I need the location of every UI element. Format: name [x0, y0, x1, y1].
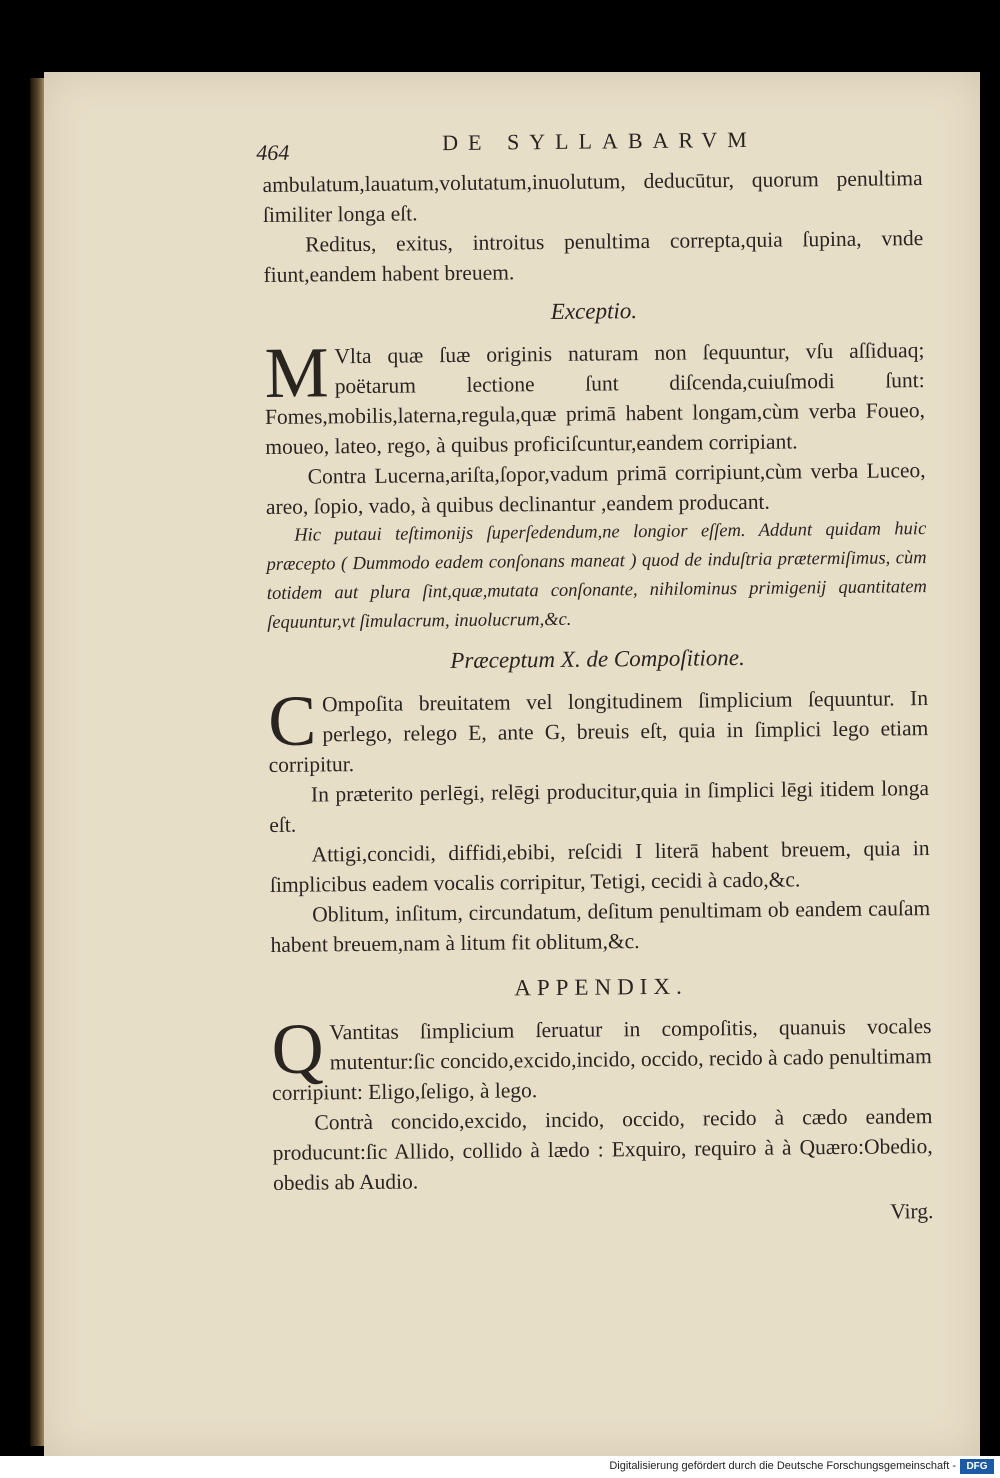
section-heading-exceptio: Exceptio.	[550, 298, 638, 324]
italic-note: Hic putaui teſtimonijs ſuperſedendum,ne longior eſſem. Addunt quidam huic præcepto ( Dummodo eadem conſonans maneat ) quod de induſtria prætermiſimus, cùm totidem aut plura ſint,quæ,mutata conſonante, nihilominus primigenij quantitatem ſequuntur,vt ſimulacrum, inuolucrum,&c.	[266, 519, 927, 633]
page-content	[256, 121, 934, 1231]
paragraph-text: Vantitas ſimplicium ſeruatur in compoſitis, quanuis vocales mutentur:ſic concido,excido,incido, occido, recido à cado penultimam corripiunt: Eligo,ſeligo, à lego.	[271, 1014, 932, 1105]
paragraph: Attigi,concidi, diffidi,ebibi, reſcidi I literā habent breuem, quia in ſimplicibus eadem vocalis corripitur, Tetigi, cecidi à cado,&c.	[269, 836, 930, 897]
page-number: 464	[256, 139, 290, 166]
section-heading-praeceptum: Præceptum X. de Compoſitione.	[450, 644, 745, 674]
dfg-logo[interactable]: DFG	[960, 1459, 994, 1474]
paragraph-with-dropcap	[271, 1008, 932, 1108]
section-heading-appendix: APPENDIX.	[514, 973, 688, 1001]
paragraph-text: Ompoſita breuitatem vel longitudinem ſimplicium ſequuntur. In perlego, relego E, ante G, breuis eſt, quia in ſimplici lego etiam corripitur.	[268, 686, 929, 777]
catchword: Virg.	[890, 1199, 934, 1224]
paragraph: Oblitum, inſitum, circundatum, deſitum penultimam ob eandem cauſam habent breuem,nam à litum fit oblitum,&c.	[270, 896, 931, 957]
paragraph: Contrà concido,excido, incido, occido, recido à cædo eandem producunt:ſic Allido, collido à lædo : Exquiro, requiro à à Quæro:Obedio, obedis ab Audio.	[272, 1104, 933, 1195]
page-header	[256, 121, 922, 170]
drop-cap: C	[267, 680, 317, 761]
drop-cap: M	[264, 332, 330, 413]
paragraph-text: Vlta quæ ſuæ originis naturam non ſequuntur, vſu aſſiduaq; poëtarum lectione ſunt diſcenda,cuiuſmodi ſunt: Fomes,mobilis,laterna,regula,quæ primā habent longam,cùm verba Foueo, moueo, lateo, rego, à quibus proficiſcuntur,eandem corripiant.	[264, 338, 926, 459]
funding-notice: Digitalisierung gefördert durch die Deutsche Forschungsgemeinschaft -	[609, 1460, 956, 1472]
paragraph: In præterito perlēgi, relēgi producitur,quia in ſimplici lēgi itidem longa eſt.	[269, 776, 930, 837]
book-spine-edge	[30, 78, 44, 1446]
paragraph: ambulatum,lauatum,volutatum,inuolutum, deducūtur, quorum penultima ſimiliter longa eſt.	[262, 166, 923, 227]
paragraph: Contra Lucerna,ariſta,ſopor,vadum primā corripiunt,cùm verba Luceo, areo, ſopio, vado, à quibus declinantur ,eandem producant.	[265, 458, 926, 519]
paragraph-with-dropcap	[264, 332, 926, 462]
digitization-footer	[0, 1456, 1000, 1478]
running-title: DE SYLLABARVM	[442, 126, 757, 156]
paragraph: Reditus, exitus, introitus penultima correpta,quia ſupina, vnde fiunt,eandem habent breuem.	[263, 226, 924, 287]
drop-cap: Q	[271, 1008, 325, 1089]
paragraph-with-dropcap	[267, 680, 929, 780]
